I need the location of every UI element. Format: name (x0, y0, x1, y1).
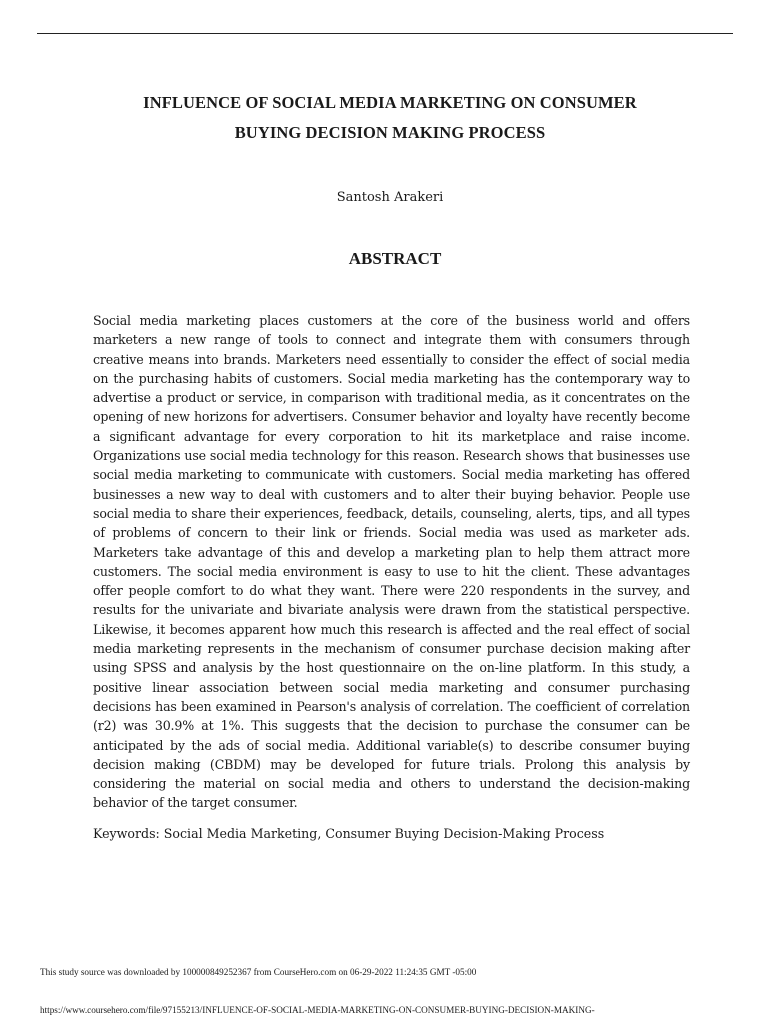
abstract-heading: ABSTRACT (348, 249, 442, 268)
abstract-body: Social media marketing places customers at the core of the business world and offers marketers a new range of tools to connect and integrate them with consumers through creative means into brands. Marketers need essentially to consider the effect of social media on the purchasing habits of customers. Social media marketing has the contemporary way to advertise a product or service, in comparison with traditional media, as it concentrates on the opening of new horizons for advertisers. Consumer behavior and loyalty have recently become a significant advantage for every corporation to hit its marketplace and raise income. Organizations use social media technology for this reason. Research shows that businesses use social media marketing to communicate with customers. Social media marketing has offered businesses a new way to deal with customers and to alter their buying behavior. People use social media to share their experiences, feedback, details, counseling, alerts, tips, and all types of problems of concern to their link or friends. Social media was used as marketer ads. Marketers take advantage of this and develop a marketing plan to help them attract more customers. The social media environment is easy to use to hit the client. These advantages offer people comfort to do what they want. There were 220 respondents in the survey, and results for the univariate and bivariate analysis were drawn from the statistical perspective. Likewise, it becomes apparent how much this research is affected and the real effect of social media marketing represents in the mechanism of consumer purchase decision making after using SPSS and analysis by the host questionnaire on the on-line platform. In this study, a positive linear association between social media marketing and consumer purchasing decisions has been examined in Pearson's analysis of correlation. The coefficient of correlation (r2) was 30.9% at 1%. This suggests that the decision to purchase the consumer can be anticipated by the ads of social media. Additional variable(s) to describe consumer buying decision making (CBDM) may be developed for future trials. Prolong this analysis by considering the material on social media and others to understand the decision-making behavior of the target consumer. (93, 313, 690, 811)
download-source-note: This study source was downloaded by 100000849252367 from CourseHero.com on 06-29-2022 11:24:35 GMT -05:00 (40, 967, 477, 977)
author-name: Santosh Arakeri (336, 190, 444, 205)
top-rule (37, 33, 733, 34)
paper-title (60, 88, 720, 148)
keywords: Keywords: Social Media Marketing, Consumer Buying Decision-Making Process (93, 826, 605, 841)
title-line-1: INFLUENCE OF SOCIAL MEDIA MARKETING ON CONSUMER (143, 93, 637, 112)
source-url[interactable]: https://www.coursehero.com/file/97155213/INFLUENCE-OF-SOCIAL-MEDIA-MARKETING-ON-CONSUMER-BUYING-DECISION-MAKING- (40, 1005, 595, 1015)
title-line-2: BUYING DECISION MAKING PROCESS (234, 123, 546, 142)
